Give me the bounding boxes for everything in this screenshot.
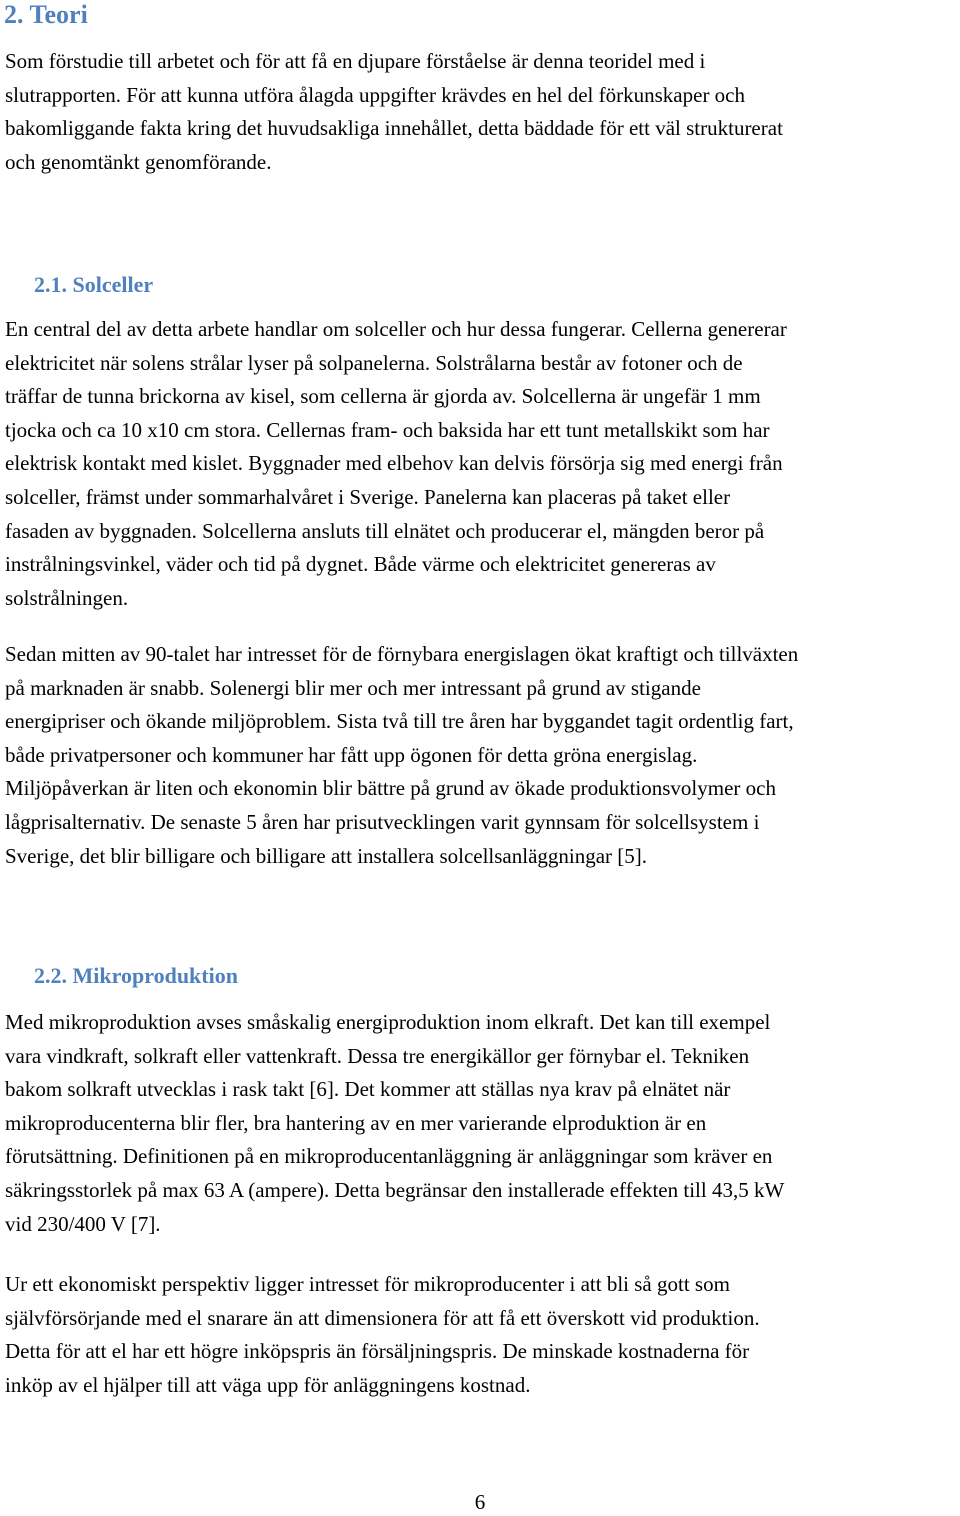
text-line: på marknaden är snabb. Solenergi blir mer och mer intressant på grund av stigande — [5, 675, 701, 700]
section-heading: 2. Teori — [4, 0, 88, 29]
text-line: självförsörjande med el snarare än att dimensionera för att få ett överskott vid produktion. — [5, 1305, 760, 1330]
text-line: Miljöpåverkan är liten och ekonomin blir bättre på grund av ökade produktionsvolymer och — [5, 776, 776, 801]
intro-paragraph — [5, 45, 960, 179]
text-line: instrålningsvinkel, väder och tid på dygnet. Både värme och elektricitet genereras av — [5, 552, 716, 577]
text-line: energipriser och ökande miljöproblem. Sista två till tre åren har byggandet tagit ordentlig fart, — [5, 709, 794, 734]
text-line: fasaden av byggnaden. Solcellerna ansluts till elnätet och producerar el, mängden beror på — [5, 518, 765, 543]
text-line: inköp av el hjälper till att väga upp för anläggningens kostnad. — [5, 1372, 531, 1397]
text-line: mikroproducenterna blir fler, bra hantering av en mer varierande elproduktion är en — [5, 1110, 707, 1135]
solceller-paragraph-2 — [5, 638, 960, 873]
text-line: slutrapporten. För att kunna utföra ålagda uppgifter krävdes en hel del förkunskaper och — [5, 82, 746, 107]
text-line: vara vindkraft, solkraft eller vattenkraft. Dessa tre energikällor ger förnybar el. Tekniken — [5, 1043, 750, 1068]
text-line: elektricitet när solens strålar lyser på solpanelerna. Solstrålarna består av fotoner och de — [5, 350, 743, 375]
text-line: solceller, främst under sommarhalvåret i Sverige. Panelerna kan placeras på taket eller — [5, 484, 731, 509]
mikroproduktion-paragraph-1 — [5, 1006, 960, 1241]
text-line: Sedan mitten av 90-talet har intresset för de förnybara energislagen ökat kraftigt och tillväxten — [5, 642, 799, 666]
subsection-heading-mikroproduktion: 2.2. Mikroproduktion — [34, 963, 238, 988]
text-line: tjocka och ca 10 x10 cm stora. Cellernas fram- och baksida har ett tunt metallskikt som har — [5, 417, 770, 442]
text-line: förutsättning. Definitionen på en mikroproducentanläggning är anläggningar som kräver en — [5, 1144, 773, 1169]
solceller-paragraph-1 — [5, 313, 960, 615]
text-line: elektrisk kontakt med kislet. Byggnader med elbehov kan delvis försörja sig med energi från — [5, 451, 783, 476]
text-line: bakomliggande fakta kring det huvudsakliga innehållet, detta bäddade för ett väl strukturerat — [5, 116, 783, 141]
subsection-heading-solceller: 2.1. Solceller — [34, 272, 154, 297]
text-line: solstrålningen. — [5, 585, 129, 610]
text-line: Med mikroproduktion avses småskalig energiproduktion inom elkraft. Det kan till exempel — [5, 1010, 771, 1034]
text-line: vid 230/400 V [7]. — [5, 1211, 161, 1236]
text-line: och genomtänkt genomförande. — [5, 149, 272, 174]
text-line: säkringsstorlek på max 63 A (ampere). Detta begränsar den installerade effekten till 43,5 kW — [5, 1177, 785, 1202]
mikroproduktion-paragraph-2 — [5, 1268, 960, 1402]
page-number: 6 — [474, 1490, 486, 1514]
text-line: både privatpersoner och kommuner har fått upp ögonen för detta gröna energislag. — [5, 742, 698, 767]
text-line: bakom solkraft utvecklas i rask takt [6]. Det kommer att ställas nya krav på elnätet när — [5, 1077, 731, 1102]
text-line: träffar de tunna brickorna av kisel, som cellerna är gjorda av. Solcellerna är ungefär 1 mm — [5, 384, 761, 409]
text-line: Som förstudie till arbetet och för att få en djupare förståelse är denna teoridel med i — [5, 49, 706, 73]
text-line: Sverige, det blir billigare och billigare att installera solcellsanläggningar [5]. — [5, 843, 648, 868]
text-line: Detta för att el har ett högre inköpspris än försäljningspris. De minskade kostnaderna för — [5, 1339, 750, 1364]
text-line: lågprisalternativ. De senaste 5 åren har prisutvecklingen varit gynnsam för solcellsystem i — [5, 809, 760, 834]
text-line: En central del av detta arbete handlar om solceller och hur dessa fungerar. Cellerna genererar — [5, 317, 787, 341]
text-line: Ur ett ekonomiskt perspektiv ligger intresset för mikroproducenter i att bli så gott som — [5, 1272, 730, 1296]
